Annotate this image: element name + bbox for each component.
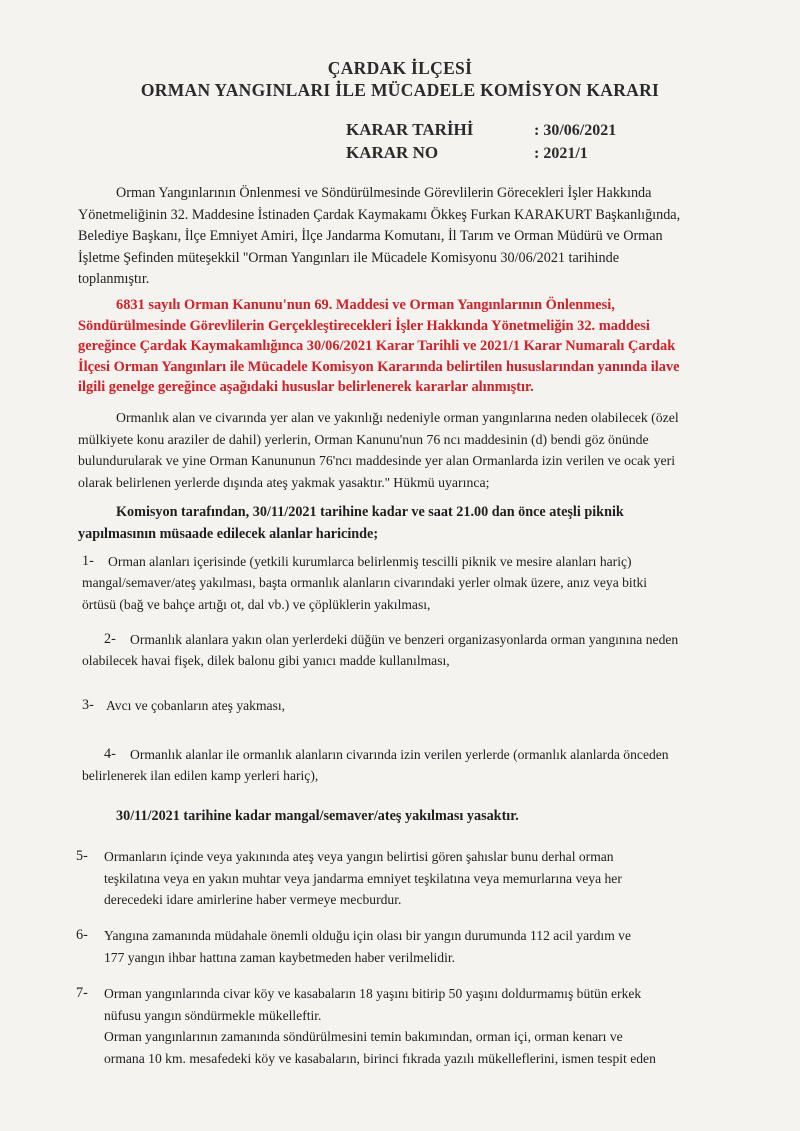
item-text (104, 983, 750, 1069)
decision-date-value: : 30/06/2021 (534, 122, 617, 139)
law-paragraph (78, 407, 750, 493)
intro-line: İşletme Şefinden müteşekkil ''Orman Yangınları ile Mücadele Komisyonu 30/06/2021 tarihinde (78, 249, 619, 266)
item-line: olabilecek havai fişek, dilek balonu gibi yanıcı madde kullanılması, (82, 653, 450, 668)
item-number: 3- (82, 697, 94, 713)
item-number: 2- (104, 631, 116, 647)
item-line: Orman yangınlarında civar köy ve kasabaların 18 yaşını bitirip 50 yaşını doldurmamış bütün erkek (104, 986, 642, 1001)
item-number: 1- (82, 553, 94, 569)
document-title-commission: ORMAN YANGINLARI İLE MÜCADELE KOMİSYON KARARI (140, 80, 660, 100)
item-line: Ormanlık alanlara yakın olan yerlerdeki düğün ve benzeri organizasyonlarda orman yangınına neden (130, 632, 679, 647)
item-line: 177 yangın ihbar hattına zaman kaybetmeden haber verilmelidir. (104, 949, 456, 965)
decision-number-value: : 2021/1 (534, 145, 588, 162)
ban-heading: 30/11/2021 tarihine kadar mangal/semaver/ateş yakılması yasaktır. (116, 808, 519, 824)
item-line: Orman yangınlarının zamanında söndürülmesini temin bakımından, orman içi, orman kenarı ve (104, 1029, 623, 1045)
red-line: gereğince Çardak Kaymakamlığınca 30/06/2021 Karar Tarihli ve 2021/1 Karar Numaralı Çardak (78, 338, 676, 355)
item-text (108, 551, 748, 573)
item-text (130, 744, 750, 766)
intro-line: Belediye Başkanı, İlçe Emniyet Amiri, İlçe Jandarma Komutanı, İl Tarım ve Orman Müdürü ve Orman (78, 228, 663, 245)
item-text (130, 629, 750, 651)
document-title-district: ÇARDAK İLÇESİ (327, 58, 473, 78)
item-number: 4- (104, 746, 116, 762)
intro-paragraph (78, 183, 750, 291)
item-line: belirlenerek ilan edilen kamp yerleri hariç), (82, 768, 319, 783)
item-line: Ormanlık alanlar ile ormanlık alanların civarında izin verilen yerlerde (ormanlık alanlarda önceden (130, 747, 669, 762)
item-text-continued (82, 650, 750, 672)
item-number: 7- (76, 985, 88, 1001)
item-line: mangal/semaver/ateş yakılması, başta ormanlık alanların civarındaki yerler olmak üzere, anız veya bitki (82, 575, 648, 590)
law-line: bulundurularak ve yine Orman Kanununun 76'ncı maddesinde yer alan Ormanlarda izin verilen ve ocak yeri (78, 453, 676, 469)
law-line: Ormanlık alan ve civarında yer alan ve yakınlığı nedeniyle orman yangınlarına neden olabilecek (özel (116, 410, 679, 425)
item-text-continued (82, 765, 750, 787)
commission-line: yapılmasının müsaade edilecek alanlar haricinde; (78, 525, 379, 542)
item-number: 5- (76, 848, 88, 864)
item-number: 6- (76, 927, 88, 943)
item-line: Avcı ve çobanların ateş yakması, (106, 698, 286, 713)
red-decision-paragraph (78, 295, 750, 398)
item-line: derecedeki idare amirlerine haber vermeye mecburdur. (104, 892, 402, 908)
decision-date-label: KARAR TARİHİ (346, 120, 474, 139)
item-text (104, 846, 750, 911)
red-line: İlçesi Orman Yangınları ile Mücadele Komisyon Kararında belirtilen hususlarından yanında ilave (78, 358, 680, 375)
item-line: nüfusu yangın söndürmekle mükelleftir. (104, 1007, 322, 1023)
item-text (104, 925, 750, 968)
law-line: mülkiyete konu araziler de dahil) yerlerin, Orman Kanunu'nun 76 ncı maddesinin (d) bendi göz önünde (78, 431, 649, 447)
commission-paragraph (78, 502, 750, 545)
red-line: Söndürülmesinde Görevlilerin Gerçekleştirecekleri İşler Hakkında Yönetmeliğin 32. maddesi (78, 317, 650, 334)
item-text (106, 695, 746, 717)
item-line: örtüsü (bağ ve bahçe artığı ot, dal vb.) ve çöplüklerin yakılması, (82, 596, 431, 612)
commission-line: Komisyon tarafından, 30/11/2021 tarihine kadar ve saat 21.00 dan önce ateşli piknik (116, 504, 624, 520)
intro-line: Orman Yangınlarının Önlenmesi ve Söndürülmesinde Görevlilerin Görecekleri İşler Hakkında (116, 185, 652, 201)
item-line: Yangına zamanında müdahale önemli olduğu için olası bir yangın durumunda 112 acil yardım ve (104, 928, 632, 943)
intro-line: Yönetmeliğinin 32. Maddesine İstinaden Çardak Kaymakamı Ökkeş Furkan KARAKURT Başkanlığında, (78, 206, 681, 223)
item-line: Orman alanları içerisinde (yetkili kurumlarca belirlenmiş tescilli piknik ve mesire alanları hariç) (108, 554, 632, 569)
item-line: ormana 10 km. mesafedeki köy ve kasabaların, birinci fıkrada yazılı mükelleflerini, ismen tespit eden (104, 1050, 656, 1066)
law-line: olarak belirlenen yerlerde dışında ateş yakmak yasaktır.'' Hükmü uyarınca; (78, 474, 490, 490)
item-text-continued (82, 572, 750, 615)
intro-line: toplanmıştır. (78, 271, 150, 288)
red-line: ilgili genelge gereğince aşağıdaki hususlar belirlenerek kararlar alınmıştır. (78, 379, 534, 396)
item-line: Ormanların içinde veya yakınında ateş veya yangın belirtisi gören şahıslar bunu derhal orman (104, 849, 614, 864)
red-line: 6831 sayılı Orman Kanunu'nun 69. Maddesi ve Orman Yangınlarının Önlenmesi, (116, 297, 615, 313)
item-line: teşkilatına veya en yakın muhtar veya jandarma emniyet teşkilatına veya memurlarına veya her (104, 870, 622, 886)
decision-number-label: KARAR NO (346, 143, 439, 162)
